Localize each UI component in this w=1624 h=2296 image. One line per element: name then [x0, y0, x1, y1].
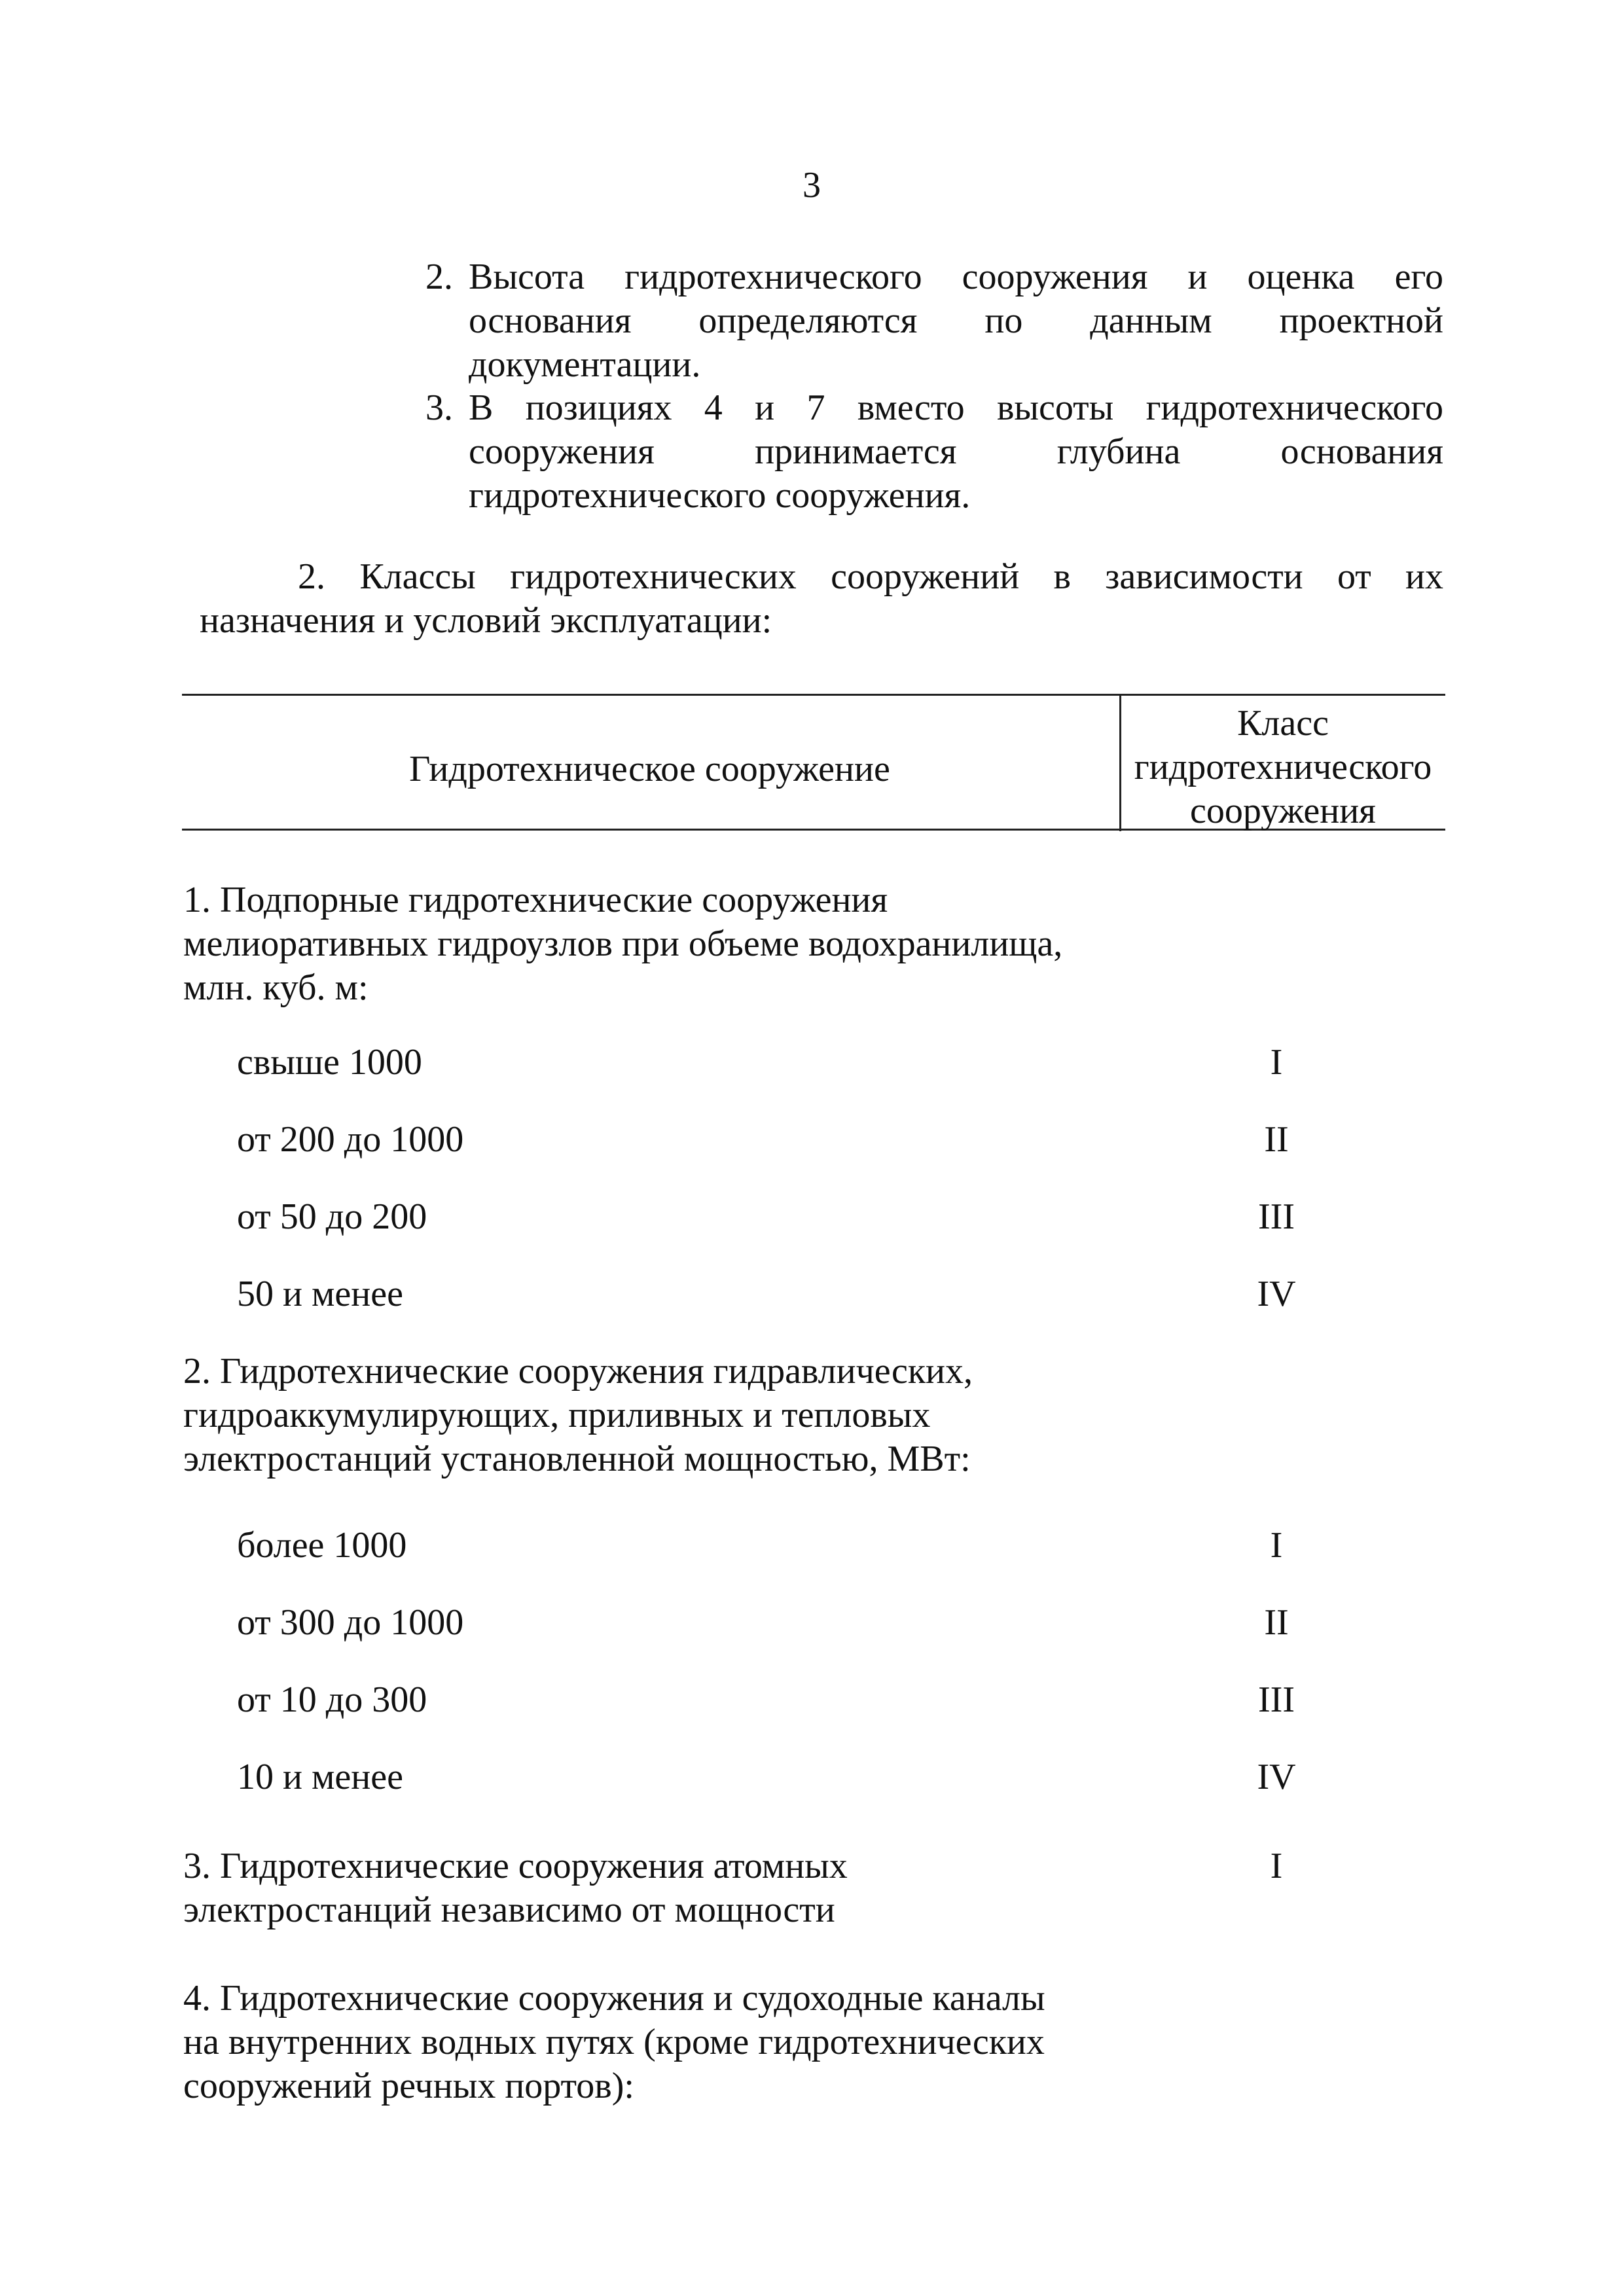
note-line: документации.	[469, 344, 701, 385]
row-label: от 10 до 300	[237, 1679, 427, 1720]
group-title-line: электростанций установленной мощностью, МВт:	[183, 1439, 971, 1479]
group-title-line: сооружений речных портов):	[183, 2066, 634, 2106]
page-number: 3	[803, 165, 821, 206]
row-label: от 50 до 200	[237, 1196, 427, 1237]
row-class: II	[1264, 1602, 1289, 1643]
row-class: I	[1270, 1042, 1283, 1083]
note-line: В позициях 4 и 7 вместо высоты гидротехнического	[469, 387, 1443, 428]
row-class: I	[1270, 1525, 1283, 1566]
note-number: 2.	[425, 257, 453, 297]
group-title-line: 3. Гидротехнические сооружения атомных	[183, 1846, 848, 1886]
column-header-class	[1123, 702, 1443, 833]
note-3	[425, 386, 1443, 518]
column-header-structure: Гидротехническое сооружение	[409, 749, 890, 789]
group-title-line: 4. Гидротехнические сооружения и судоходные каналы	[183, 1978, 1045, 2018]
group-title-line: 2. Гидротехнические сооружения гидравлических,	[183, 1351, 973, 1391]
note-line: сооружения принимается глубина основания	[469, 431, 1443, 472]
row-class: II	[1264, 1119, 1289, 1160]
row-class: III	[1258, 1679, 1295, 1720]
note-line: гидротехнического сооружения.	[469, 475, 971, 516]
note-line: Высота гидротехнического сооружения и оценка его	[469, 257, 1443, 297]
row-label: от 300 до 1000	[237, 1602, 464, 1643]
row-label: от 200 до 1000	[237, 1119, 464, 1160]
row-class: IV	[1257, 1757, 1296, 1797]
group-title-line: 1. Подпорные гидротехнические сооружения	[183, 880, 888, 920]
column-header-class-line: Класс	[1237, 703, 1329, 744]
group-title	[183, 878, 1132, 1010]
group-title-line: мелиоративных гидроузлов при объеме водохранилища,	[183, 924, 1063, 964]
row-class: IV	[1257, 1274, 1296, 1314]
note-line: основания определяются по данным проектной	[469, 300, 1443, 341]
group-title	[183, 1977, 1132, 2108]
note-number: 3.	[425, 387, 453, 428]
group-title	[183, 1844, 1132, 1932]
row-label: более 1000	[237, 1525, 407, 1566]
row-label: свыше 1000	[237, 1042, 422, 1083]
group-title	[183, 1350, 1132, 1481]
table-header-divider	[1119, 694, 1121, 831]
section-first-line: 2. Классы гидротехнических сооружений в зависимости от их	[298, 556, 1443, 597]
table-top-rule	[182, 694, 1445, 696]
row-class: III	[1258, 1196, 1295, 1237]
row-label: 10 и менее	[237, 1757, 403, 1797]
group-title-line: млн. куб. м:	[183, 967, 369, 1008]
section-paragraph	[200, 555, 1443, 643]
column-header-class-line: гидротехнического	[1134, 747, 1432, 787]
group-title-line: электростанций независимо от мощности	[183, 1890, 835, 1930]
row-label: 50 и менее	[237, 1274, 403, 1314]
group-title-line: на внутренних водных путях (кроме гидротехнических	[183, 2022, 1045, 2062]
note-2	[425, 255, 1443, 387]
row-class: I	[1270, 1846, 1283, 1886]
section-second-line: назначения и условий эксплуатации:	[200, 600, 772, 641]
group-title-line: гидроаккумулирующих, приливных и тепловых	[183, 1395, 931, 1435]
column-header-class-line: сооружения	[1190, 791, 1376, 831]
